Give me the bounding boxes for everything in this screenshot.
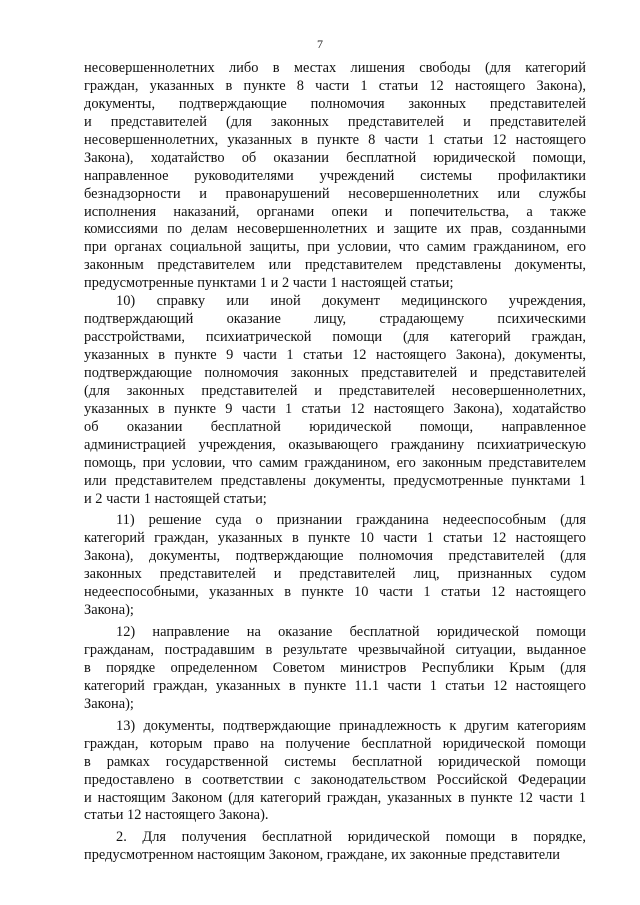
text-line: граждан, указанных в пункте 8 части 1 статьи 12 настоящего Закона),: [84, 77, 586, 94]
text-line: исполнения наказаний, органами опеки и попечительства, а также: [84, 203, 586, 220]
text-line: подтверждающий оказание лицу, страдающему психическими: [84, 311, 586, 328]
text-line: несовершеннолетних, указанных в пункте 8 части 1 статьи 12 настоящего: [84, 131, 586, 148]
text-line: Закона);: [84, 695, 134, 712]
text-line: предусмотренном настоящим Законом, граждане, их законные представители: [84, 847, 560, 864]
text-line: 10) справку или иной документ медицинского учреждения,: [116, 293, 586, 310]
text-line: категорий граждан, указанных в пункте 10 части 1 статьи 12 настоящего: [84, 530, 586, 547]
paragraph-continuation: [84, 60, 586, 293]
paragraph-part-2: [84, 829, 586, 865]
text-line: и настоящим Законом (для категорий граждан, указанных в пункте 12 части 1: [84, 789, 586, 806]
text-line: комиссиями по делам несовершеннолетних и защите их прав, созданными: [84, 221, 586, 238]
text-line: гражданам, пострадавшим в результате чрезвычайной ситуации, выданное: [84, 642, 586, 658]
text-line: категорий граждан, указанных в пункте 11.1 части 1 статьи 12 настоящего: [84, 677, 586, 694]
paragraph-item-10: [84, 293, 586, 508]
text-line: предусмотренные пунктами 1 и 2 части 1 настоящей статьи;: [84, 275, 454, 292]
text-line: расстройствами, психиатрической помощи (для категорий граждан,: [84, 329, 586, 346]
text-line: 13) документы, подтверждающие принадлежность к другим категориям: [116, 717, 586, 734]
text-line: Закона), ходатайство об оказании бесплатной юридической помощи,: [84, 149, 586, 166]
text-line: законных представителей и представителей лиц, признанных судом: [84, 566, 586, 583]
text-line: направленное руководителями учреждений системы профилактики: [84, 167, 586, 184]
text-line: Закона), документы, подтверждающие полномочия представителей (для: [84, 548, 586, 565]
text-line: несовершеннолетних либо в местах лишения свободы (для категорий: [84, 60, 586, 76]
text-line: указанных в пункте 9 части 1 статьи 12 настоящего Закона), документы,: [84, 347, 586, 363]
text-line: безнадзорности и правонарушений несовершеннолетних или службы: [84, 185, 586, 202]
text-line: 12) направление на оказание бесплатной юридической помощи: [116, 624, 586, 641]
text-line: помощь, при условии, что самим гражданином, его законным представителем: [84, 454, 586, 471]
paragraph-item-11: [84, 512, 586, 620]
text-line: администрацией учреждения, оказывающего гражданину психиатрическую: [84, 436, 586, 453]
text-line: об оказании бесплатной юридической помощи, направленное: [84, 418, 586, 435]
page-number: 7: [317, 37, 323, 51]
text-line: и 2 части 1 настоящей статьи;: [84, 490, 267, 507]
text-line: (для законных представителей и представителей несовершеннолетних,: [84, 382, 586, 399]
text-line: в порядке определенном Советом министров Республики Крым (для: [84, 659, 586, 676]
text-line: предоставлено в соответствии с законодательством Российской Федерации: [84, 771, 586, 788]
text-line: при органах социальной защиты, при условии, что самим гражданином, его: [84, 239, 586, 256]
paragraph-item-13: [84, 718, 586, 826]
text-line: 2. Для получения бесплатной юридической помощи в порядке,: [116, 829, 586, 846]
text-line: указанных в пункте 9 части 1 статьи 12 настоящего Закона), ходатайство: [84, 400, 586, 417]
text-line: и представителей (для законных представителей и представителей: [84, 113, 586, 130]
document-body: [84, 60, 586, 865]
paragraph-item-12: [84, 624, 586, 714]
text-line: Закона);: [84, 602, 134, 619]
text-line: 11) решение суда о признании гражданина недееспособным (для: [116, 512, 586, 529]
text-line: документы, подтверждающие полномочия законных представителей: [84, 95, 586, 112]
text-line: законным представителем или представителем представлены документы,: [84, 257, 586, 274]
text-line: недееспособными, указанных в пункте 10 части 1 статьи 12 настоящего: [84, 584, 586, 601]
text-line: или представителем представлены документы, предусмотренные пунктами 1: [84, 472, 586, 489]
text-line: подтверждающие полномочия законных представителей и представителей: [84, 364, 586, 381]
text-line: граждан, которым право на получение бесплатной юридической помощи: [84, 735, 586, 752]
text-line: в рамках государственной системы бесплатной юридической помощи: [84, 753, 586, 770]
text-line: статьи 12 настоящего Закона).: [84, 807, 269, 824]
